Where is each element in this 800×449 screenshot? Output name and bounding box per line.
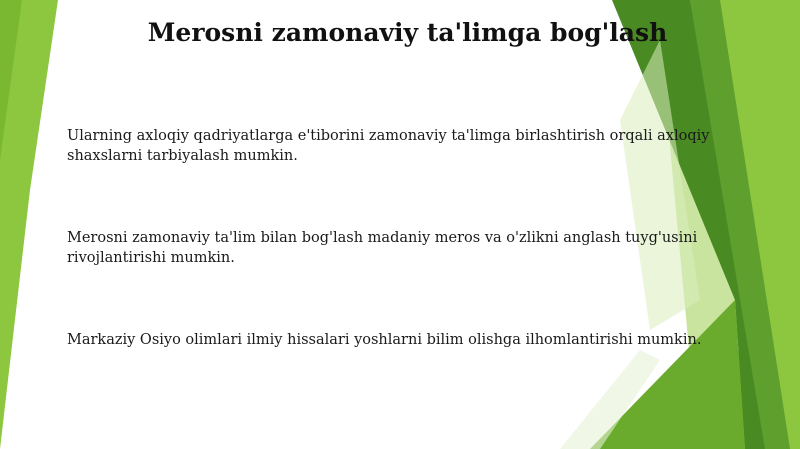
paragraph-scholars: Markaziy Osiyo olimlari ilmiy hissalari yoshlarni bilim olishga ilhomlantirishi mumkin. <box>67 332 702 348</box>
paragraph-heritage: Merosni zamonaviy ta'lim bilan bog'lash madaniy meros va o'zlikni anglash tuyg'usini rivojlantirishi mumkin. <box>67 230 698 266</box>
paragraph-ethics: Ularning axloqiy qadriyatlarga e'tiborini zamonaviy ta'limga birlashtirish orqali axloqiy shaxslarni tarbiyalash mumkin. <box>67 128 710 164</box>
slide-title: Merosni zamonaviy ta'limga bog'lash <box>147 18 668 47</box>
